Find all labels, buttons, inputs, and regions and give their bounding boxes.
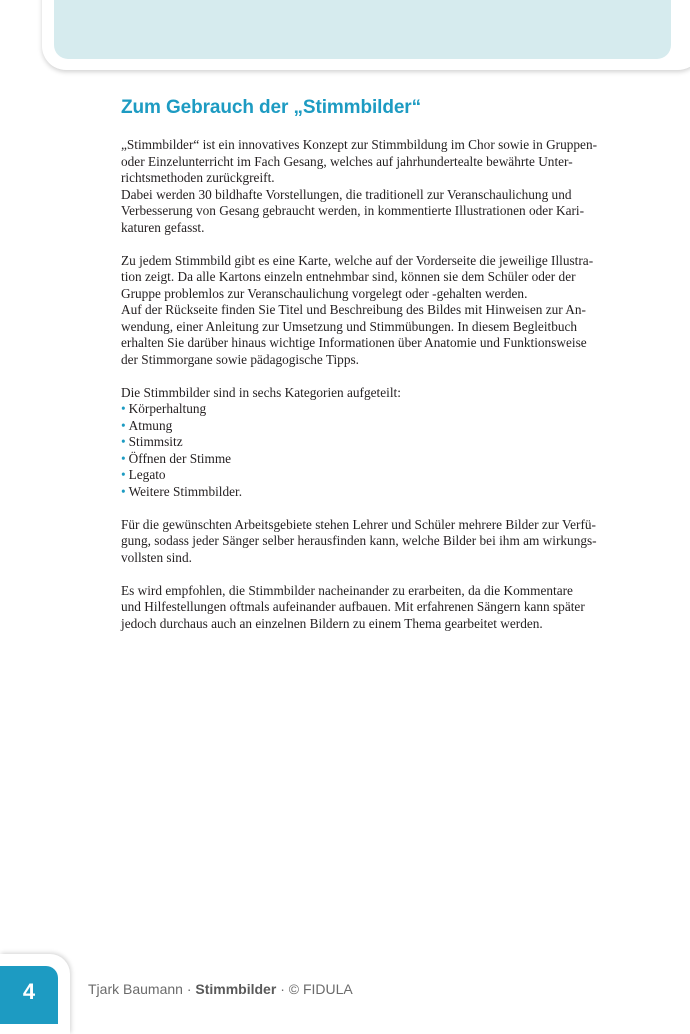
text-line: Auf der Rückseite finden Sie Titel und Beschreibung des Bildes mit Hinweisen zur An-	[121, 302, 586, 317]
bullet-icon: •	[121, 467, 126, 482]
paragraph-intro	[121, 137, 607, 236]
text-line: „Stimmbilder“ ist ein innovatives Konzept zur Stimmbildung im Chor sowie in Gruppen-	[121, 137, 598, 152]
text-line: richtsmethoden zurückgreift.	[121, 170, 275, 185]
text-line: vollsten sind.	[121, 549, 192, 565]
footer-author: Tjark Baumann	[88, 981, 183, 997]
list-item-label: Stimmsitz	[128, 434, 183, 449]
text-line: oder Einzelunterricht im Fach Gesang, welches auf jahrhundertealte bewährte Unter-	[121, 153, 573, 169]
list-item	[121, 401, 607, 418]
footer-separator: ·	[186, 981, 192, 997]
list-item	[121, 484, 607, 501]
list-item-label: Öffnen der Stimme	[128, 450, 232, 466]
list-item	[121, 467, 607, 484]
list-item-label: Legato	[128, 467, 166, 482]
text-line: jedoch durchaus auch an einzelnen Bildern zu einem Thema gearbeitet werden.	[121, 615, 543, 631]
bullet-icon: •	[121, 434, 126, 449]
text-line: katuren gefasst.	[121, 219, 205, 235]
list-item-label: Körperhaltung	[128, 401, 207, 416]
text-line: Zu jedem Stimmbild gibt es eine Karte, welche auf der Vorderseite die jeweilige Illustra-	[121, 252, 594, 268]
list-item-label: Weitere Stimmbilder.	[128, 483, 243, 499]
text-line: Es wird empfohlen, die Stimmbilder nacheinander zu erarbeiten, da die Kommentare	[121, 582, 573, 598]
paragraph-recommendation	[121, 583, 607, 633]
text-line: und Hilfestellungen oftmals aufeinander aufbauen. Mit erfahrenen Sängern kann später	[121, 599, 585, 614]
footer-book-title: Stimmbilder	[195, 981, 277, 997]
category-list	[121, 401, 607, 500]
category-intro: Die Stimmbilder sind in sechs Kategorien aufgeteilt:	[121, 384, 401, 400]
footer-credit	[88, 981, 353, 997]
footer-separator: ·	[280, 981, 285, 997]
footer-publisher: © FIDULA	[288, 981, 353, 997]
text-line: der Stimmorgane sowie pädagogische Tipps.	[121, 351, 359, 367]
category-section	[121, 385, 607, 501]
text-line: wendung, einer Anleitung zur Umsetzung und Stimmübungen. In diesem Begleitbuch	[121, 318, 578, 334]
text-line: Verbesserung von Gesang gebraucht werden, in kommentierte Illustrationen oder Kari-	[121, 203, 585, 218]
list-item	[121, 451, 607, 468]
bullet-icon: •	[121, 417, 126, 433]
list-item-label: Atmung	[128, 417, 173, 433]
page-number: 4	[0, 966, 58, 1024]
bullet-icon: •	[121, 450, 126, 466]
page-title: Zum Gebrauch der „Stimmbilder“	[121, 97, 421, 118]
paragraph-cards	[121, 253, 607, 369]
text-line: tion zeigt. Da alle Kartons einzeln entnehmbar sind, können sie dem Schüler oder der	[121, 269, 576, 284]
list-item	[121, 418, 607, 435]
paragraph-work-areas	[121, 517, 607, 567]
page-content	[121, 96, 607, 649]
bullet-icon: •	[121, 483, 126, 499]
text-line: Dabei werden 30 bildhafte Vorstellungen, die traditionell zur Veranschaulichung und	[121, 186, 572, 202]
text-line: Für die gewünschten Arbeitsgebiete stehen Lehrer und Schüler mehrere Bilder zur Verfü-	[121, 516, 596, 532]
text-line: Gruppe problemlos zur Veranschaulichung vorgelegt oder -gehalten werden.	[121, 285, 528, 301]
header-band	[54, 0, 671, 59]
bullet-icon: •	[121, 401, 126, 416]
text-line: erhalten Sie darüber hinaus wichtige Informationen über Anatomie und Funktionsweise	[121, 335, 587, 350]
list-item	[121, 434, 607, 451]
text-line: gung, sodass jeder Sänger selber herausfinden kann, welche Bilder bei ihm am wirkungs-	[121, 533, 597, 548]
